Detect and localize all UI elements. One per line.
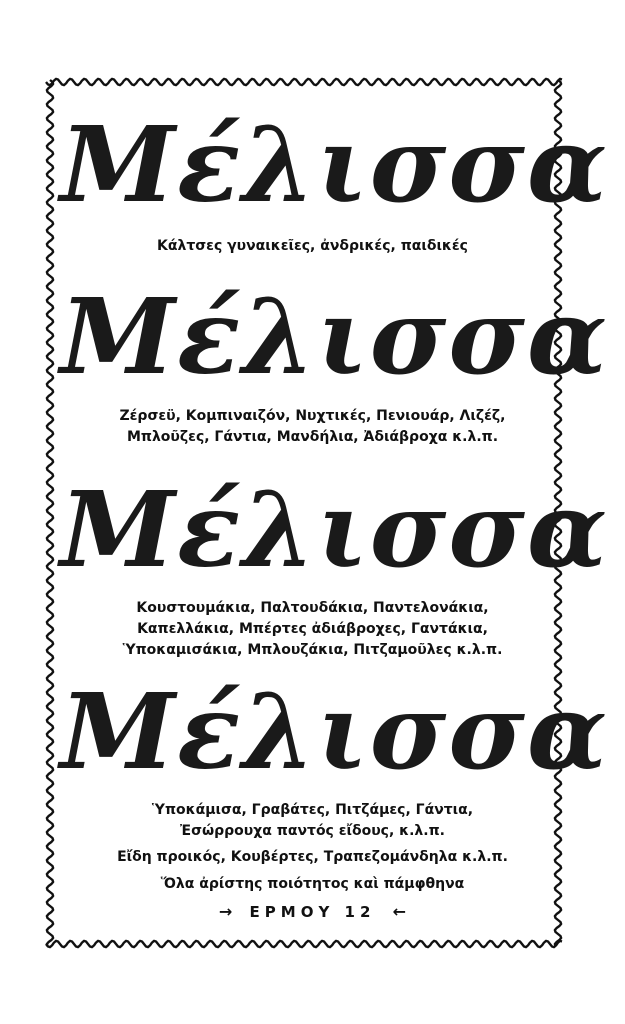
address-row — [60, 900, 565, 922]
section-3-line-1: Κουστουμάκια, Παλτουδάκια, Παντελονάκια, — [136, 600, 489, 616]
border-top-edge — [46, 79, 562, 85]
arrow-right-icon: → — [218, 901, 233, 921]
section-3-line-3: Ὑποκαμισάκια, Μπλουζάκια, Πιτζαμοῦλες κ.λ.π. — [122, 642, 503, 658]
brand-logo-1: Μέλισσα — [60, 103, 609, 226]
section-4-line-1: Ὑποκάμισα, Γραβάτες, Πιτζάμες, Γάντια, — [151, 802, 474, 818]
brand-logo-4: Μέλισσα — [60, 670, 609, 793]
arrow-left-icon: ← — [392, 901, 407, 921]
section-4-line-4: Ὅλα ἀρίστης ποιότητος καὶ πάμφθηνα — [160, 876, 465, 892]
border-bottom-edge — [46, 941, 562, 947]
section-1-line-1: Κάλτσες γυναικεῖες, ἀνδρικές, παιδικές — [157, 238, 468, 254]
brand-logo-2: Μέλισσα — [60, 275, 609, 398]
section-2-line-1: Ζέρσεϋ, Κομπιναιζόν, Νυχτικές, Πενιουάρ, Λιζέζ, — [119, 408, 506, 424]
section-3-line-2: Καπελλάκια, Μπέρτες ἀδιάβροχες, Γαντάκια, — [137, 621, 488, 637]
section-4-line-2: Ἐσώρρουχα παντός εἴδους, κ.λ.π. — [179, 823, 445, 839]
section-4-line-3: Εἴδη προικός, Κουβέρτες, Τραπεζομάνδηλα κ.λ.π. — [117, 849, 508, 865]
brand-logo-3: Μέλισσα — [60, 468, 609, 591]
border-left-edge — [47, 80, 53, 946]
address-text: ΕΡΜΟΥ 12 — [249, 902, 376, 921]
section-2-line-2: Μπλοῦζες, Γάντια, Μανδήλια, Ἀδιάβροχα κ.λ.π. — [126, 429, 499, 445]
